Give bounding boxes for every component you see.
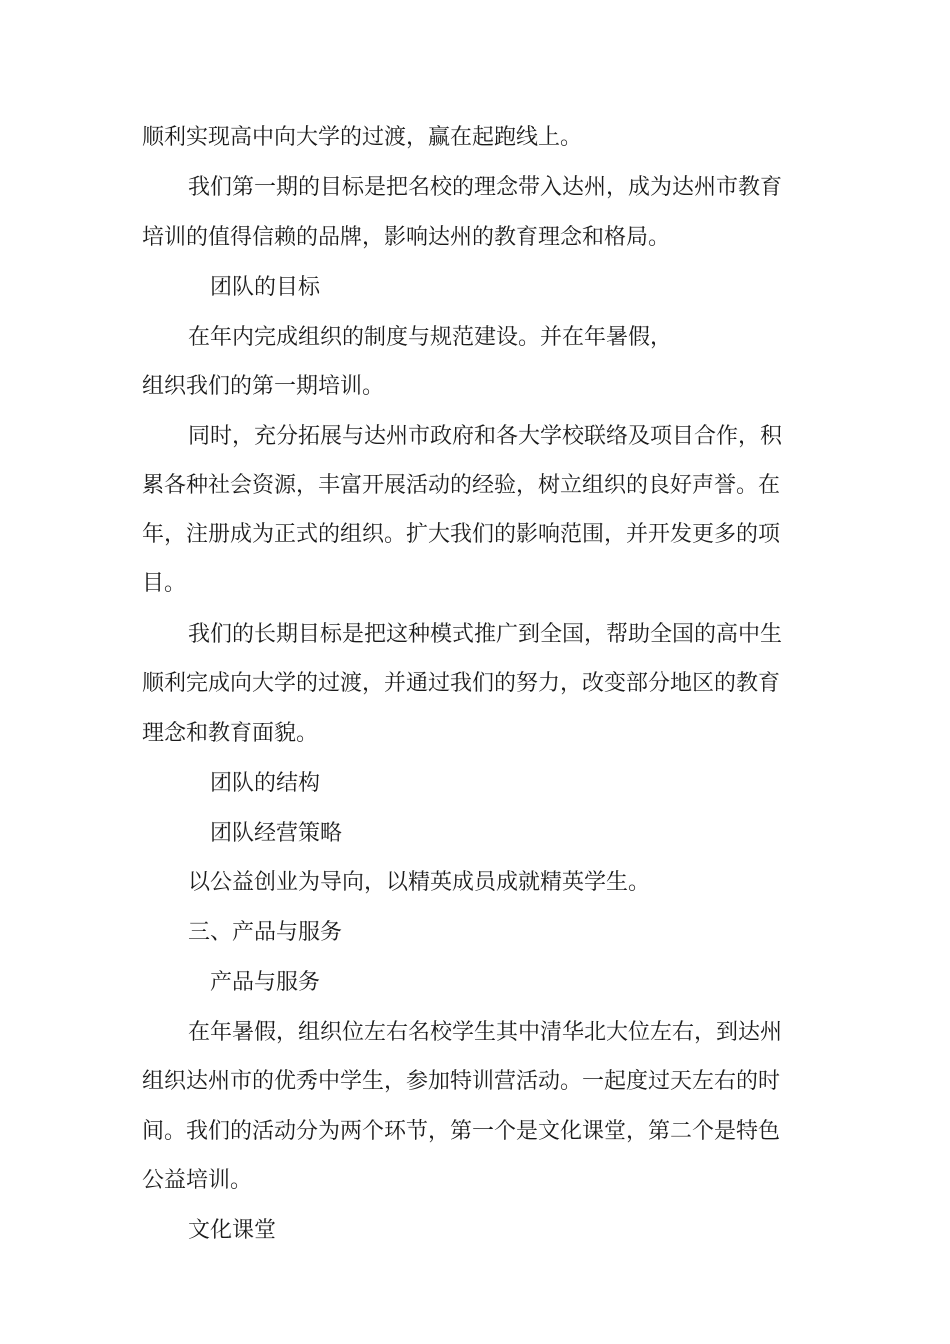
text-line: 我们第一期的目标是把名校的理念带入达州，成为达州市教育 <box>188 175 783 200</box>
text-line: 组织我们的第一期培训。 <box>142 374 385 399</box>
text-line: 我们的长期目标是把这种模式推广到全国，帮助全国的高中生 <box>188 622 783 647</box>
text-line: 年，注册成为正式的组织。扩大我们的影响范围，并开发更多的项 <box>142 522 781 547</box>
text-line: 培训的值得信赖的品牌，影响达州的教育理念和格局。 <box>142 225 671 250</box>
section-heading: 三、产品与服务 <box>188 920 343 945</box>
text-line: 间。我们的活动分为两个环节，第一个是文化课堂，第二个是特色 <box>142 1119 781 1144</box>
text-line: 累各种社会资源，丰富开展活动的经验，树立组织的良好声誉。在 <box>142 473 781 498</box>
text-line: 同时，充分拓展与达州市政府和各大学校联络及项目合作，积 <box>188 424 783 449</box>
text-line: 公益培训。 <box>142 1168 253 1193</box>
section-heading: 团队的结构 <box>210 771 321 796</box>
text-line: 以公益创业为导向，以精英成员成就精英学生。 <box>188 870 651 895</box>
text-line: 组织达州市的优秀中学生，参加特训营活动。一起度过天左右的时 <box>142 1069 781 1094</box>
text-line: 目。 <box>142 571 187 596</box>
section-heading: 文化课堂 <box>188 1218 277 1243</box>
text-line: 理念和教育面貌。 <box>142 721 319 746</box>
section-heading: 团队经营策略 <box>210 821 343 846</box>
text-line: 顺利实现高中向大学的过渡，赢在起跑线上。 <box>142 125 583 150</box>
text-line: 在年内完成组织的制度与规范建设。并在年暑假， <box>188 325 673 350</box>
section-heading: 团队的目标 <box>210 275 321 300</box>
text-line: 顺利完成向大学的过渡，并通过我们的努力，改变部分地区的教育 <box>142 671 781 696</box>
text-line: 在年暑假，组织位左右名校学生其中清华北大位左右，到达州 <box>188 1020 783 1045</box>
section-heading: 产品与服务 <box>210 970 321 995</box>
